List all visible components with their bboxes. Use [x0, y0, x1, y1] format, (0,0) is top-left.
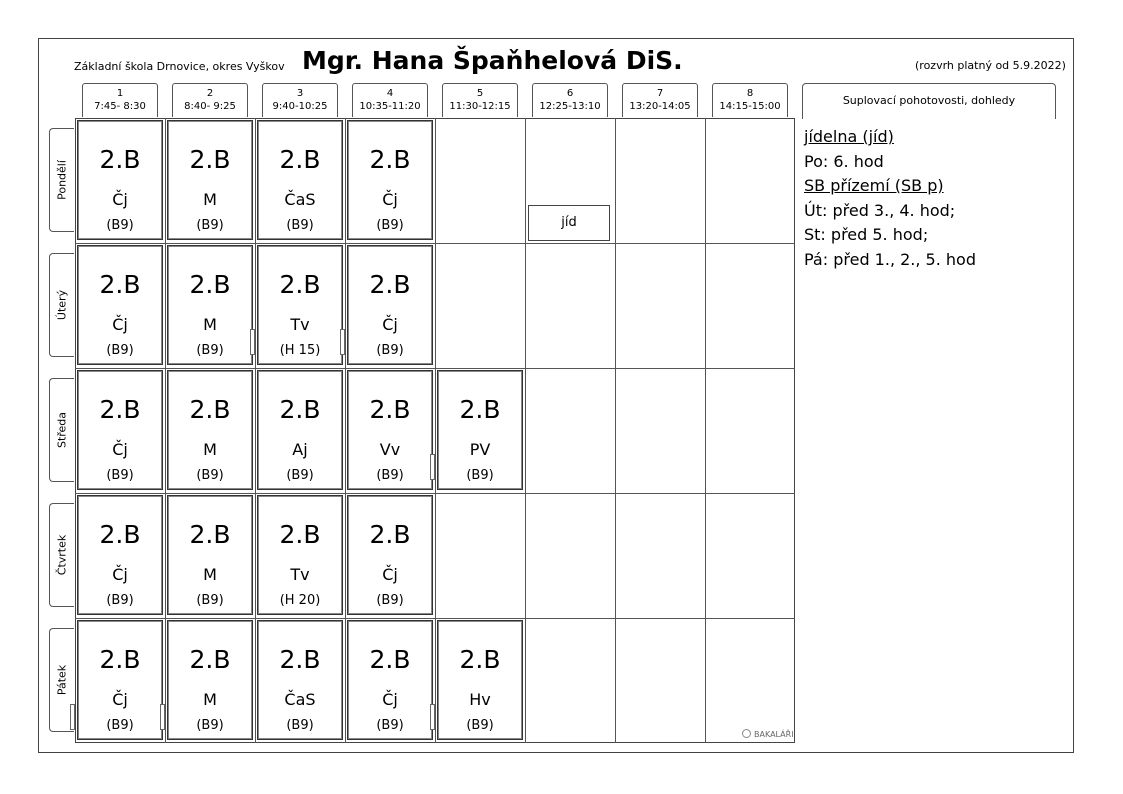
- lesson-cell[interactable]: [257, 120, 343, 240]
- day-label-4: [49, 503, 74, 607]
- supl-heading: jídelna (jíd): [804, 127, 894, 146]
- lesson-room: (B9): [376, 343, 404, 358]
- lesson-room: (B9): [466, 468, 494, 483]
- bakalari-logo-icon: [742, 729, 751, 738]
- lesson-cell[interactable]: [167, 620, 253, 740]
- lesson-subject: Čj: [382, 315, 398, 334]
- lesson-room: (B9): [106, 718, 134, 733]
- period-header-4: [352, 83, 428, 117]
- lesson-cell[interactable]: [257, 495, 343, 615]
- lesson-split-marker: [430, 454, 435, 480]
- lesson-room: (B9): [286, 468, 314, 483]
- lesson-cell[interactable]: [77, 120, 163, 240]
- teacher-name: Mgr. Hana Špaňhelová DiS.: [302, 46, 683, 75]
- supl-header: Suplovací pohotovosti, dohledy: [802, 83, 1056, 119]
- grid-column-divider: [435, 118, 436, 743]
- lesson-cell[interactable]: [347, 620, 433, 740]
- lesson-class: 2.B: [369, 395, 411, 424]
- lesson-cell[interactable]: [167, 120, 253, 240]
- lesson-subject: Čj: [112, 440, 128, 459]
- period-number: 7: [656, 88, 664, 99]
- day-name: Úterý: [55, 289, 69, 321]
- lesson-class: 2.B: [99, 145, 141, 174]
- lesson-cell[interactable]: [77, 620, 163, 740]
- lesson-cell[interactable]: [347, 495, 433, 615]
- lesson-class: 2.B: [369, 645, 411, 674]
- lesson-subject: Aj: [292, 440, 308, 459]
- lesson-subject: Čj: [112, 315, 128, 334]
- lesson-split-marker: [430, 704, 435, 730]
- lesson-subject: M: [203, 190, 217, 209]
- grid-column-divider: [525, 118, 526, 743]
- lesson-class: 2.B: [99, 270, 141, 299]
- lesson-room: (B9): [376, 593, 404, 608]
- period-time: 10:35-11:20: [359, 101, 421, 112]
- lesson-class: 2.B: [369, 270, 411, 299]
- lesson-class: 2.B: [99, 395, 141, 424]
- period-header-1: [82, 83, 158, 117]
- duty-box[interactable]: jíd: [528, 205, 610, 241]
- lesson-subject: M: [203, 440, 217, 459]
- day-name: Pondělí: [55, 160, 69, 200]
- lesson-subject: ČaS: [284, 190, 316, 209]
- lesson-room: (B9): [106, 593, 134, 608]
- lesson-class: 2.B: [99, 520, 141, 549]
- period-header-3: [262, 83, 338, 117]
- period-number: 5: [476, 88, 484, 99]
- period-number: 8: [746, 88, 754, 99]
- lesson-class: 2.B: [279, 520, 321, 549]
- school-name: Základní škola Drnovice, okres Vyškov: [74, 60, 285, 73]
- lesson-room: (B9): [466, 718, 494, 733]
- grid-column-divider: [345, 118, 346, 743]
- supl-line: Pá: před 1., 2., 5. hod: [804, 249, 976, 269]
- lesson-cell[interactable]: [167, 370, 253, 490]
- lesson-subject: PV: [469, 440, 491, 459]
- lesson-subject: M: [203, 690, 217, 709]
- lesson-subject: Hv: [469, 690, 491, 709]
- day-name: Středa: [55, 411, 69, 449]
- lesson-room: (B9): [376, 218, 404, 233]
- grid-row-divider: [75, 493, 795, 494]
- supl-line: St: před 5. hod;: [804, 225, 929, 244]
- lesson-room: (B9): [286, 218, 314, 233]
- period-time: 11:30-12:15: [449, 101, 511, 112]
- grid-row-divider: [75, 368, 795, 369]
- period-header-6: [532, 83, 608, 117]
- period-header-8: [712, 83, 788, 117]
- lesson-room: (H 20): [279, 593, 321, 608]
- period-time: 9:40-10:25: [272, 101, 328, 112]
- lesson-cell[interactable]: [347, 370, 433, 490]
- lesson-subject: Čj: [112, 565, 128, 584]
- period-number: 3: [296, 88, 304, 99]
- lesson-cell[interactable]: [167, 245, 253, 365]
- lesson-class: 2.B: [279, 395, 321, 424]
- lesson-class: 2.B: [279, 145, 321, 174]
- lesson-cell[interactable]: [437, 370, 523, 490]
- day-name: Pátek: [55, 664, 69, 696]
- lesson-class: 2.B: [189, 520, 231, 549]
- period-time: 7:45- 8:30: [94, 101, 146, 112]
- lesson-class: 2.B: [189, 145, 231, 174]
- lesson-cell[interactable]: [347, 120, 433, 240]
- grid-row-divider: [75, 243, 795, 244]
- lesson-room: (H 15): [279, 343, 321, 358]
- lesson-subject: Vv: [379, 440, 401, 459]
- lesson-subject: Tv: [290, 565, 310, 584]
- lesson-room: (B9): [196, 593, 224, 608]
- lesson-subject: M: [203, 565, 217, 584]
- bakalari-logo-text: BAKALÁŘI: [754, 730, 794, 739]
- day-label-3: [49, 378, 74, 482]
- lesson-room: (B9): [376, 718, 404, 733]
- lesson-subject: ČaS: [284, 690, 316, 709]
- lesson-cell[interactable]: [77, 495, 163, 615]
- period-time: 12:25-13:10: [539, 101, 601, 112]
- lesson-room: (B9): [376, 468, 404, 483]
- bakalari-logo: [742, 729, 794, 739]
- grid-row-divider: [75, 618, 795, 619]
- lesson-split-marker: [160, 704, 165, 730]
- day-label-1: [49, 128, 74, 232]
- lesson-subject: M: [203, 315, 217, 334]
- period-number: 2: [206, 88, 214, 99]
- lesson-room: (B9): [196, 718, 224, 733]
- lesson-class: 2.B: [189, 645, 231, 674]
- lesson-room: (B9): [196, 468, 224, 483]
- lesson-room: (B9): [286, 718, 314, 733]
- lesson-class: 2.B: [189, 270, 231, 299]
- lesson-class: 2.B: [369, 145, 411, 174]
- lesson-room: (B9): [106, 218, 134, 233]
- lesson-class: 2.B: [459, 645, 501, 674]
- lesson-subject: Čj: [112, 190, 128, 209]
- period-time: 13:20-14:05: [629, 101, 691, 112]
- lesson-subject: Čj: [382, 190, 398, 209]
- lesson-cell[interactable]: [257, 620, 343, 740]
- grid-column-divider: [165, 118, 166, 743]
- supl-line: Út: před 3., 4. hod;: [804, 200, 956, 220]
- lesson-split-marker: [340, 329, 345, 355]
- lesson-class: 2.B: [459, 395, 501, 424]
- period-header-7: [622, 83, 698, 117]
- lesson-split-marker: [250, 329, 255, 355]
- lesson-cell[interactable]: [77, 245, 163, 365]
- lesson-class: 2.B: [189, 395, 231, 424]
- grid-column-divider: [255, 118, 256, 743]
- lesson-class: 2.B: [279, 645, 321, 674]
- lesson-cell[interactable]: [437, 620, 523, 740]
- supl-list: [804, 125, 1054, 272]
- lesson-split-marker: [70, 704, 75, 730]
- period-header-2: [172, 83, 248, 117]
- supl-heading: SB přízemí (SB p): [804, 176, 944, 195]
- lesson-cell[interactable]: [77, 370, 163, 490]
- day-name: Čtvrtek: [55, 534, 69, 576]
- lesson-class: 2.B: [279, 270, 321, 299]
- period-number: 4: [386, 88, 394, 99]
- lesson-cell[interactable]: [257, 245, 343, 365]
- lesson-cell[interactable]: [167, 495, 253, 615]
- lesson-subject: Čj: [382, 565, 398, 584]
- period-time: 14:15-15:00: [719, 101, 781, 112]
- lesson-room: (B9): [196, 343, 224, 358]
- grid-column-divider: [615, 118, 616, 743]
- lesson-room: (B9): [106, 468, 134, 483]
- supl-line: Po: 6. hod: [804, 151, 884, 171]
- lesson-class: 2.B: [99, 645, 141, 674]
- lesson-room: (B9): [196, 218, 224, 233]
- lesson-cell[interactable]: [347, 245, 433, 365]
- lesson-subject: Čj: [112, 690, 128, 709]
- lesson-subject: Čj: [382, 690, 398, 709]
- day-label-2: [49, 253, 74, 357]
- period-number: 6: [566, 88, 574, 99]
- lesson-class: 2.B: [369, 520, 411, 549]
- lesson-room: (B9): [106, 343, 134, 358]
- period-time: 8:40- 9:25: [184, 101, 236, 112]
- grid-column-divider: [705, 118, 706, 743]
- period-header-5: [442, 83, 518, 117]
- lesson-cell[interactable]: [257, 370, 343, 490]
- valid-from: (rozvrh platný od 5.9.2022): [915, 59, 1066, 72]
- period-number: 1: [116, 88, 124, 99]
- lesson-subject: Tv: [290, 315, 310, 334]
